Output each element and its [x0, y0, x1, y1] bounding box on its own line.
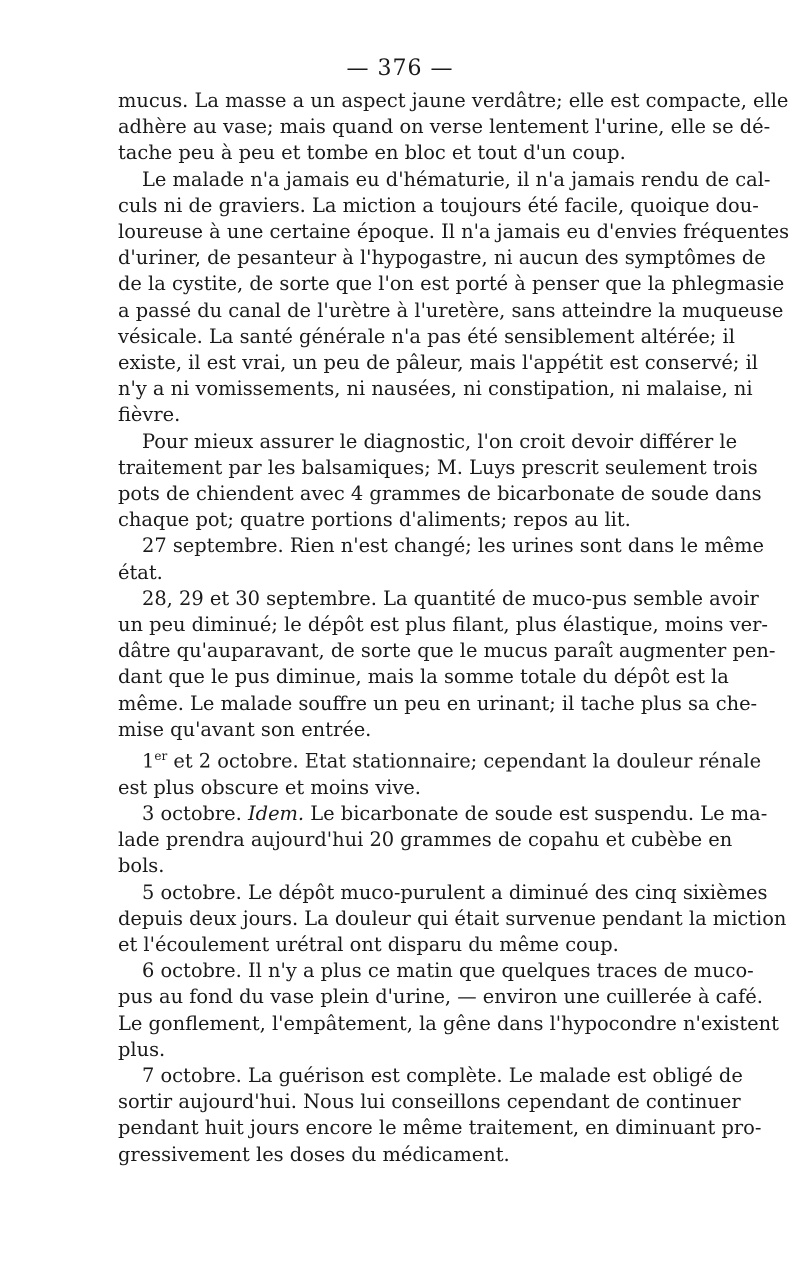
- text-line: état.: [118, 560, 163, 584]
- text-line: vésicale. La santé générale n'a pas été sensiblement altérée; il: [118, 324, 735, 348]
- text-line: 5 octobre. Le dépôt muco-purulent a diminué des cinq sixièmes: [142, 880, 768, 904]
- text-line: dant que le pus diminue, mais la somme totale du dépôt est la: [118, 665, 729, 689]
- text-line: d'uriner, de pesanteur à l'hypogastre, ni aucun des symptômes de: [118, 246, 766, 270]
- text-line: culs ni de graviers. La miction a toujours été facile, quoique dou-: [118, 193, 759, 217]
- text-line: n'y a ni vomissements, ni nausées, ni constipation, ni malaise, ni: [118, 377, 753, 401]
- text-line: existe, il est vrai, un peu de pâleur, mais l'appétit est conservé; il: [118, 351, 758, 375]
- text-line: même. Le malade souffre un peu en urinant; il tache plus sa che-: [118, 691, 758, 715]
- text-line: loureuse à une certaine époque. Il n'a jamais eu d'envies fréquentes: [118, 220, 790, 244]
- text-line: Le gonflement, l'empâtement, la gêne dans l'hypocondre n'existent: [118, 1011, 779, 1035]
- paragraph: [118, 880, 787, 959]
- text-line: lade prendra aujourd'hui 20 grammes de copahu et cubèbe en: [118, 828, 733, 852]
- text-line: mise qu'avant son entrée.: [118, 717, 372, 741]
- text-line: pendant huit jours encore le même traitement, en diminuant pro-: [118, 1116, 762, 1140]
- text-line: un peu diminué; le dépôt est plus filant, plus élastique, moins ver-: [118, 613, 768, 637]
- text-line: plus.: [118, 1037, 166, 1061]
- paragraph: [118, 958, 779, 1063]
- text-line: adhère au vase; mais quand on verse lentement l'urine, elle se dé-: [118, 115, 771, 139]
- text-line: est plus obscure et moins vive.: [118, 775, 421, 799]
- text-line: 27 septembre. Rien n'est changé; les urines sont dans le même: [142, 534, 764, 558]
- text-line: de la cystite, de sorte que l'on est porté à penser que la phlegmasie: [118, 272, 785, 296]
- text-line: 1er et 2 octobre. Etat stationnaire; cependant la douleur rénale: [142, 749, 762, 773]
- text-line: 6 octobre. Il n'y a plus ce matin que quelques traces de muco-: [142, 959, 754, 983]
- text-line: a passé du canal de l'urètre à l'uretère, sans atteindre la muqueuse: [118, 298, 784, 322]
- text-line: sortir aujourd'hui. Nous lui conseillons cependant de continuer: [118, 1090, 741, 1114]
- paragraph: [118, 533, 764, 585]
- text-line: 28, 29 et 30 septembre. La quantité de muco-pus semble avoir: [142, 586, 759, 610]
- text-line: pots de chiendent avec 4 grammes de bicarbonate de soude dans: [118, 482, 762, 506]
- text-line: mucus. La masse a un aspect jaune verdâtre; elle est compacte, elle: [118, 89, 789, 112]
- text-line: tache peu à peu et tombe en bloc et tout d'un coup.: [118, 141, 626, 165]
- paragraph: [118, 801, 768, 880]
- text-line: traitement par les balsamiques; M. Luys prescrit seulement trois: [118, 455, 758, 479]
- paragraph: [118, 429, 762, 534]
- text-line: bols.: [118, 854, 165, 878]
- paragraph: [118, 586, 776, 743]
- text-line: chaque pot; quatre portions d'aliments; repos au lit.: [118, 508, 631, 532]
- text-line: fièvre.: [118, 403, 181, 427]
- paragraph: [118, 743, 762, 801]
- text-line: et l'écoulement urétral ont disparu du même coup.: [118, 932, 619, 956]
- text-line: 7 octobre. La guérison est complète. Le malade est obligé de: [142, 1063, 743, 1087]
- text-line: dâtre qu'auparavant, de sorte que le mucus paraît augmenter pen-: [118, 639, 776, 663]
- text-line: 3 octobre. Idem. Le bicarbonate de soude est suspendu. Le ma-: [142, 801, 768, 825]
- page-number: — 376 —: [346, 56, 454, 81]
- text-line: pus au fond du vase plein d'urine, — environ une cuillerée à café.: [118, 985, 763, 1009]
- text-line: depuis deux jours. La douleur qui était survenue pendant la miction: [118, 906, 787, 930]
- text-line: Pour mieux assurer le diagnostic, l'on croit devoir différer le: [142, 429, 738, 453]
- paragraph: [118, 1063, 762, 1168]
- body-text: [118, 88, 790, 1168]
- text-line: Le malade n'a jamais eu d'hématurie, il n'a jamais rendu de cal-: [142, 167, 771, 191]
- paragraph: [118, 167, 790, 429]
- text-line: gressivement les doses du médicament.: [118, 1142, 510, 1166]
- paragraph: [118, 88, 789, 167]
